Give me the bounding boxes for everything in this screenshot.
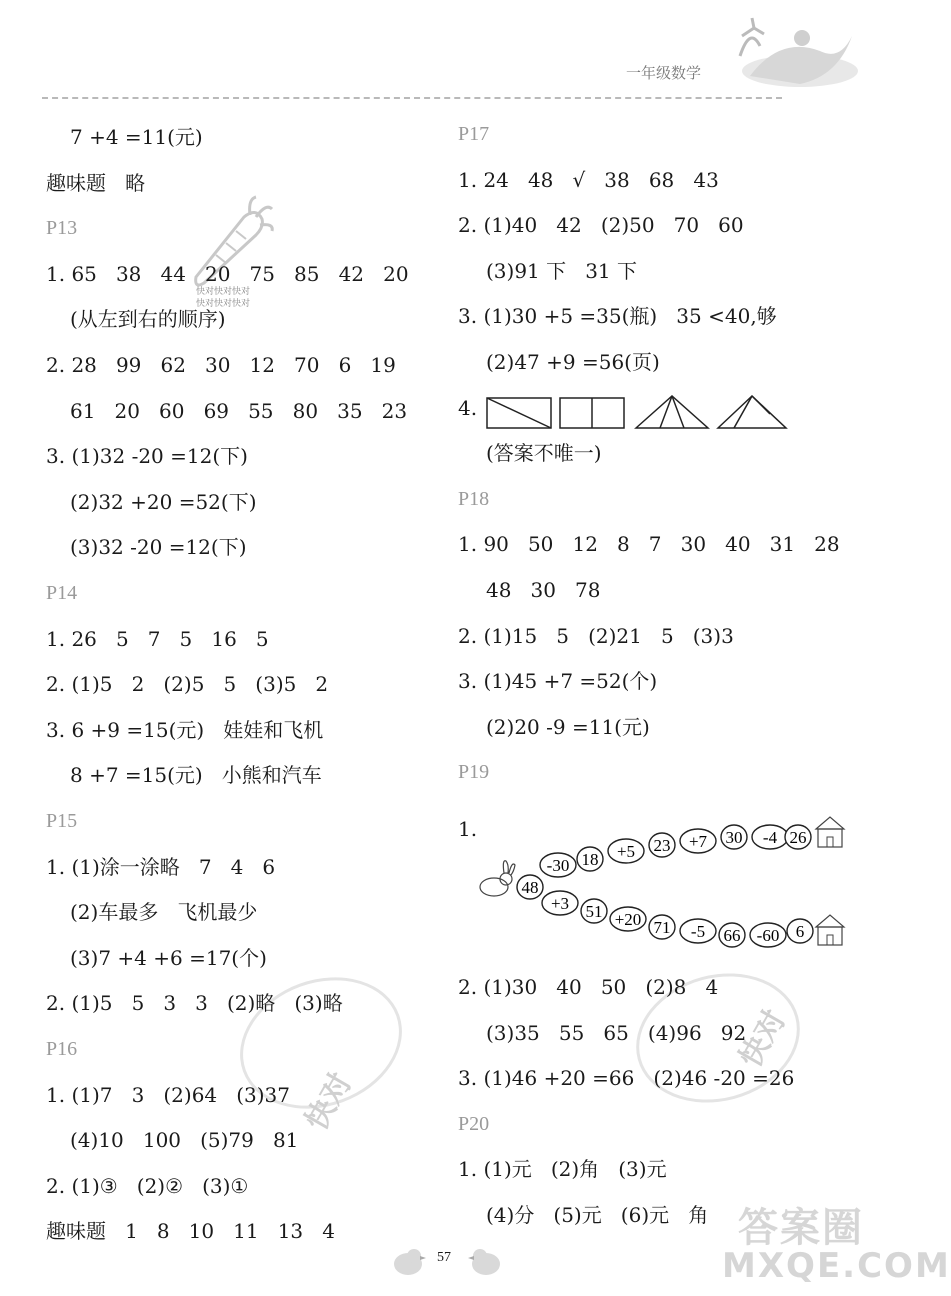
answer-line: (3)35 55 65 (4)96 92 <box>486 1020 747 1045</box>
chain-node <box>610 907 646 931</box>
answer-line: 48 30 78 <box>486 578 601 602</box>
rabbit-icon <box>480 861 515 896</box>
svg-text:-60: -60 <box>756 926 780 945</box>
svg-text:30: 30 <box>725 828 743 847</box>
number-chain-diagram <box>478 815 848 955</box>
chain-node <box>785 825 811 849</box>
chain-node <box>752 825 788 849</box>
answer-line: 8 +7 =15(元) 小熊和汽车 <box>70 763 322 788</box>
house-icon-top <box>816 817 844 847</box>
answer-line: (2)车最多 飞机最少 <box>70 900 258 925</box>
chain-node <box>649 833 675 857</box>
watermark-site: MXQE.COM <box>722 1246 951 1286</box>
answer-line: (2)47 +9 =56(页) <box>486 350 660 374</box>
house-icon-bottom <box>816 915 844 945</box>
svg-text:18: 18 <box>581 850 599 869</box>
svg-text:71: 71 <box>653 918 671 937</box>
answer-line: 3. (1)45 +7 =52(个) <box>458 669 658 694</box>
answer-line: (3)32 -20 =12(下) <box>70 535 247 560</box>
chain-node <box>577 847 603 871</box>
answer-line: (2)32 +20 =52(下) <box>70 489 257 514</box>
answer-line: (答案不唯一) <box>486 441 602 466</box>
answer-line: 3. (1)30 +5 =35(瓶) 35 <40,够 <box>458 304 777 329</box>
svg-text:-4: -4 <box>762 828 778 847</box>
answer-line: 2. (1)30 40 50 (2)8 4 <box>458 975 719 999</box>
svg-text:+20: +20 <box>614 910 642 929</box>
answer-line: 1. (1)涂一涂略 7 4 6 <box>46 854 276 879</box>
chain-node <box>649 915 675 939</box>
chain-node <box>787 919 813 943</box>
answer-line: 1. 65 38 44 20 75 85 42 20 <box>46 261 409 286</box>
answer-line: 1. <box>458 817 478 841</box>
section-heading: P17 <box>458 123 490 145</box>
chain-start-node <box>517 875 543 899</box>
chain-node <box>719 923 745 947</box>
carrot-stamp-text-1: 快对快对快对 <box>196 287 251 297</box>
section-heading: P15 <box>46 810 78 832</box>
answer-line: 1. 90 50 12 8 7 30 40 31 28 <box>458 532 840 557</box>
answer-line: (从左到右的顺序) <box>70 307 226 332</box>
answer-line: 2. (1)40 42 (2)50 70 60 <box>458 213 744 238</box>
answer-line: 1. 26 5 7 5 16 5 <box>46 626 269 651</box>
section-heading: P20 <box>458 1112 490 1135</box>
answer-line: 趣味题 略 <box>46 170 146 195</box>
answer-line: 2. (1)③ (2)② (3)① <box>46 1173 249 1198</box>
svg-text:-30: -30 <box>546 856 570 875</box>
answer-line: 1. (1)7 3 (2)64 (3)37 <box>46 1082 290 1107</box>
answer-line: (3)7 +4 +6 =17(个) <box>70 945 267 970</box>
section-heading: P19 <box>458 761 490 784</box>
answer-line: 2. (1)15 5 (2)21 5 (3)3 <box>458 623 734 648</box>
chain-node <box>750 923 786 947</box>
answer-line: 趣味题 1 8 10 11 13 4 <box>46 1219 335 1244</box>
section-heading: P16 <box>46 1038 78 1060</box>
answer-line: 2. (1)5 5 3 3 (2)略 (3)略 <box>46 991 343 1016</box>
answer-line: 3. (1)46 +20 =66 (2)46 -20 =26 <box>458 1066 795 1091</box>
svg-text:26: 26 <box>789 828 807 847</box>
section-heading: P14 <box>46 582 78 604</box>
answer-line: 1. 24 48 √ 38 68 43 <box>458 167 719 192</box>
chain-node <box>581 899 607 923</box>
chain-node <box>542 891 578 915</box>
svg-text:-5: -5 <box>690 922 706 941</box>
answer-line: 4. <box>458 395 478 420</box>
header-title: 一年级数学 <box>626 64 702 82</box>
bird-icon-left <box>388 1244 428 1280</box>
answer-line: 3. (1)32 -20 =12(下) <box>46 444 248 469</box>
svg-text:66: 66 <box>723 926 741 945</box>
chain-node <box>608 839 644 863</box>
watermark-kuaidui-left: 快对 <box>298 1067 360 1137</box>
chain-node <box>721 825 747 849</box>
svg-text:51: 51 <box>585 902 603 921</box>
svg-text:+5: +5 <box>616 842 636 861</box>
header-divider <box>42 97 782 99</box>
answer-line: 2. (1)5 2 (2)5 5 (3)5 2 <box>46 672 329 697</box>
section-heading: P18 <box>458 487 490 510</box>
answer-line: (4)10 100 (5)79 81 <box>70 1128 299 1153</box>
answer-line: 7 +4 =11(元) <box>70 125 203 149</box>
page-number: 57 <box>437 1250 451 1265</box>
svg-text:6: 6 <box>795 922 805 941</box>
watermark-kuaidui-right: 快对 <box>732 1004 794 1074</box>
bird-icon-right <box>466 1244 506 1280</box>
answer-line: (2)20 -9 =11(元) <box>486 714 650 739</box>
answer-line: 3. 6 +9 =15(元) 娃娃和飞机 <box>46 717 324 742</box>
svg-text:23: 23 <box>653 836 671 855</box>
answer-line: (4)分 (5)元 (6)元 角 <box>486 1203 709 1227</box>
svg-text:+3: +3 <box>550 894 570 913</box>
chain-node <box>680 919 716 943</box>
chain-node <box>680 829 716 853</box>
section-heading: P13 <box>46 217 78 240</box>
shape-division-figures <box>486 396 786 432</box>
chain-node <box>540 853 576 877</box>
answer-line: (3)91 下 31 下 <box>486 258 638 283</box>
surfer-illustration <box>720 16 860 96</box>
answer-line: 1. (1)元 (2)角 (3)元 <box>458 1157 667 1182</box>
answer-line: 61 20 60 69 55 80 35 23 <box>70 398 408 423</box>
svg-text:48: 48 <box>521 878 539 897</box>
watermark-daan: 答案圈 <box>738 1205 864 1251</box>
carrot-stamp-text-2: 快对快对快对 <box>196 299 251 309</box>
svg-text:+7: +7 <box>688 832 708 851</box>
answer-line: 2. 28 99 62 30 12 70 6 19 <box>46 353 396 377</box>
